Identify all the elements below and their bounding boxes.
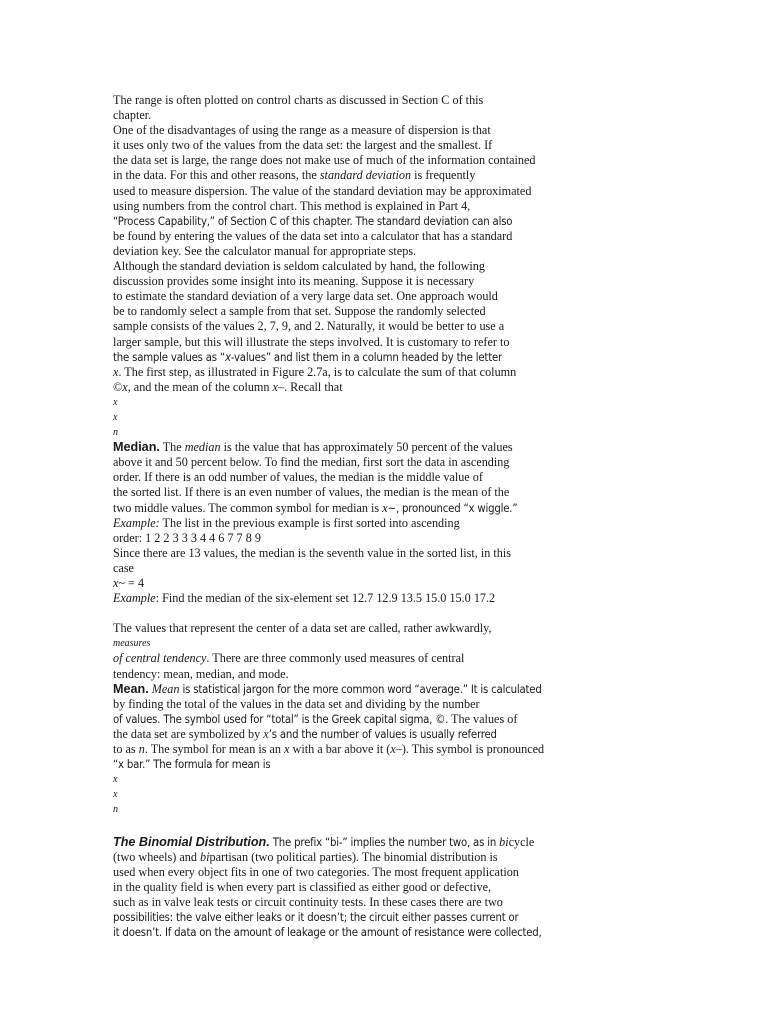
text-line: be found by entering the values of the data set into a calculator that has a standard bbox=[113, 228, 513, 243]
text-line: by finding the total of the values in the data set and dividing by the number bbox=[113, 696, 480, 711]
spacer bbox=[113, 818, 563, 835]
text-line: in the data. For this and other reasons, the standard deviation is frequently bbox=[113, 168, 476, 183]
text-line: Mean. Mean is statistical jargon for the more common word “average.” It is calculated bbox=[113, 681, 542, 696]
formula-fragment: x bbox=[113, 411, 118, 423]
text-line: it doesn’t. If data on the amount of leakage or the amount of resistance were collected, bbox=[113, 926, 542, 940]
formula-fragment: n bbox=[113, 804, 118, 816]
spacer bbox=[113, 606, 563, 621]
standard-deviation-paragraph bbox=[113, 259, 563, 440]
text-line: measures bbox=[113, 638, 151, 650]
text-line: One of the disadvantages of using the range as a measure of dispersion is that bbox=[113, 123, 491, 138]
text-line: Example: Find the median of the six-element set 12.7 12.9 13.5 15.0 15.0 17.2 bbox=[113, 591, 496, 606]
text-line: larger sample, but this will illustrate the steps involved. It is customary to refer to bbox=[113, 334, 510, 349]
term-standard-deviation: standard deviation bbox=[319, 168, 412, 183]
text-line: such as in valve leak tests or circuit continuity tests. In these cases there are two bbox=[113, 894, 503, 909]
range-paragraph bbox=[113, 93, 563, 259]
text-line: the data set are symbolized by x’s and the number of values is usually referred bbox=[113, 726, 497, 741]
document-page bbox=[113, 93, 563, 940]
text-line: order: 1 2 2 3 3 3 4 4 6 7 7 8 9 bbox=[113, 530, 261, 545]
formula-fragment: x bbox=[113, 774, 118, 786]
binomial-heading: The Binomial Distribution. bbox=[113, 834, 270, 849]
text-line: using numbers from the control chart. This method is explained in Part 4, bbox=[113, 198, 471, 213]
text-line: to estimate the standard deviation of a very large data set. One approach would bbox=[113, 289, 498, 304]
text-line: used when every object fits in one of two categories. The most frequent application bbox=[113, 864, 519, 879]
text-line: The range is often plotted on control charts as discussed in Section C of this bbox=[113, 93, 484, 107]
text-line: Example: The list in the previous example is first sorted into ascending bbox=[113, 515, 460, 530]
text-line: Since there are 13 values, the median is the seventh value in the sorted list, in this bbox=[113, 545, 512, 560]
text-line: Although the standard deviation is seldom calculated by hand, the following bbox=[113, 259, 485, 274]
text-line: of central tendency. There are three commonly used measures of central bbox=[113, 651, 465, 666]
text-line: The values that represent the center of a data set are called, rather awkwardly, bbox=[113, 621, 492, 636]
text-line: Median. The median is the value that has approximately 50 percent of the values bbox=[113, 440, 513, 455]
text-line: in the quality field is when every part is classified as either good or defective, bbox=[113, 879, 492, 894]
formula-fragment: x bbox=[113, 396, 118, 408]
text-line: (two wheels) and bipartisan (two political parties). The binomial distribution is bbox=[113, 849, 498, 864]
text-line: sample consists of the values 2, 7, 9, and 2. Naturally, it would be better to use a bbox=[113, 319, 505, 334]
text-line: it uses only two of the values from the data set: the largest and the smallest. If bbox=[113, 138, 493, 153]
text-line: used to measure dispersion. The value of the standard deviation may be approximated bbox=[113, 183, 532, 198]
text-line: x. The first step, as illustrated in Figure 2.7a, is to calculate the sum of that column bbox=[113, 364, 517, 379]
text-line: the data set is large, the range does not make use of much of the information contained bbox=[113, 153, 536, 168]
text-line: x~ = 4 bbox=[113, 576, 145, 590]
text-line: two middle values. The common symbol for median is x~, pronounced “x wiggle.” bbox=[113, 500, 518, 515]
text-line: possibilities: the valve either leaks or it doesn’t; the circuit either passes current or bbox=[113, 910, 519, 924]
text-line: deviation key. See the calculator manual for appropriate steps. bbox=[113, 243, 417, 258]
text-line: ©x, and the mean of the column x–. Recall that bbox=[113, 379, 343, 394]
text-line: of values. The symbol used for “total” is the Greek capital sigma, ©. The values of bbox=[113, 711, 518, 726]
mean-section bbox=[113, 682, 563, 818]
text-line: the sample values as “x-values” and list them in a column headed by the letter bbox=[113, 350, 503, 364]
text-line: the sorted list. If there is an even number of values, the median is the mean of the bbox=[113, 485, 510, 500]
text-line: “x bar.” The formula for mean is bbox=[113, 758, 271, 772]
formula-fragment: n bbox=[113, 427, 118, 439]
formula-fragment: x bbox=[113, 789, 118, 801]
text-line: discussion provides some insight into its meaning. Suppose it is necessary bbox=[113, 274, 475, 289]
text-line: tendency: mean, median, and mode. bbox=[113, 666, 289, 681]
central-tendency-paragraph bbox=[113, 621, 563, 681]
text-line: case bbox=[113, 560, 134, 575]
text-line: “Process Capability,” of Section C of this chapter. The standard deviation can also bbox=[113, 214, 513, 228]
text-line: The Binomial Distribution. The prefix “bi-” implies the number two, as in bicycle bbox=[113, 834, 535, 849]
text-line: be to randomly select a sample from that set. Suppose the randomly selected bbox=[113, 304, 486, 319]
text-line: order. If there is an odd number of values, the median is the middle value of bbox=[113, 470, 483, 485]
mean-heading: Mean. bbox=[113, 681, 149, 696]
median-section bbox=[113, 440, 563, 606]
text-line: above it and 50 percent below. To find the median, first sort the data in ascending bbox=[113, 455, 510, 470]
text-line: chapter. bbox=[113, 108, 152, 123]
median-heading: Median. bbox=[113, 440, 160, 455]
binomial-section bbox=[113, 835, 563, 941]
text-line: to as n. The symbol for mean is an x with a bar above it (x–). This symbol is pronounced bbox=[113, 742, 545, 757]
